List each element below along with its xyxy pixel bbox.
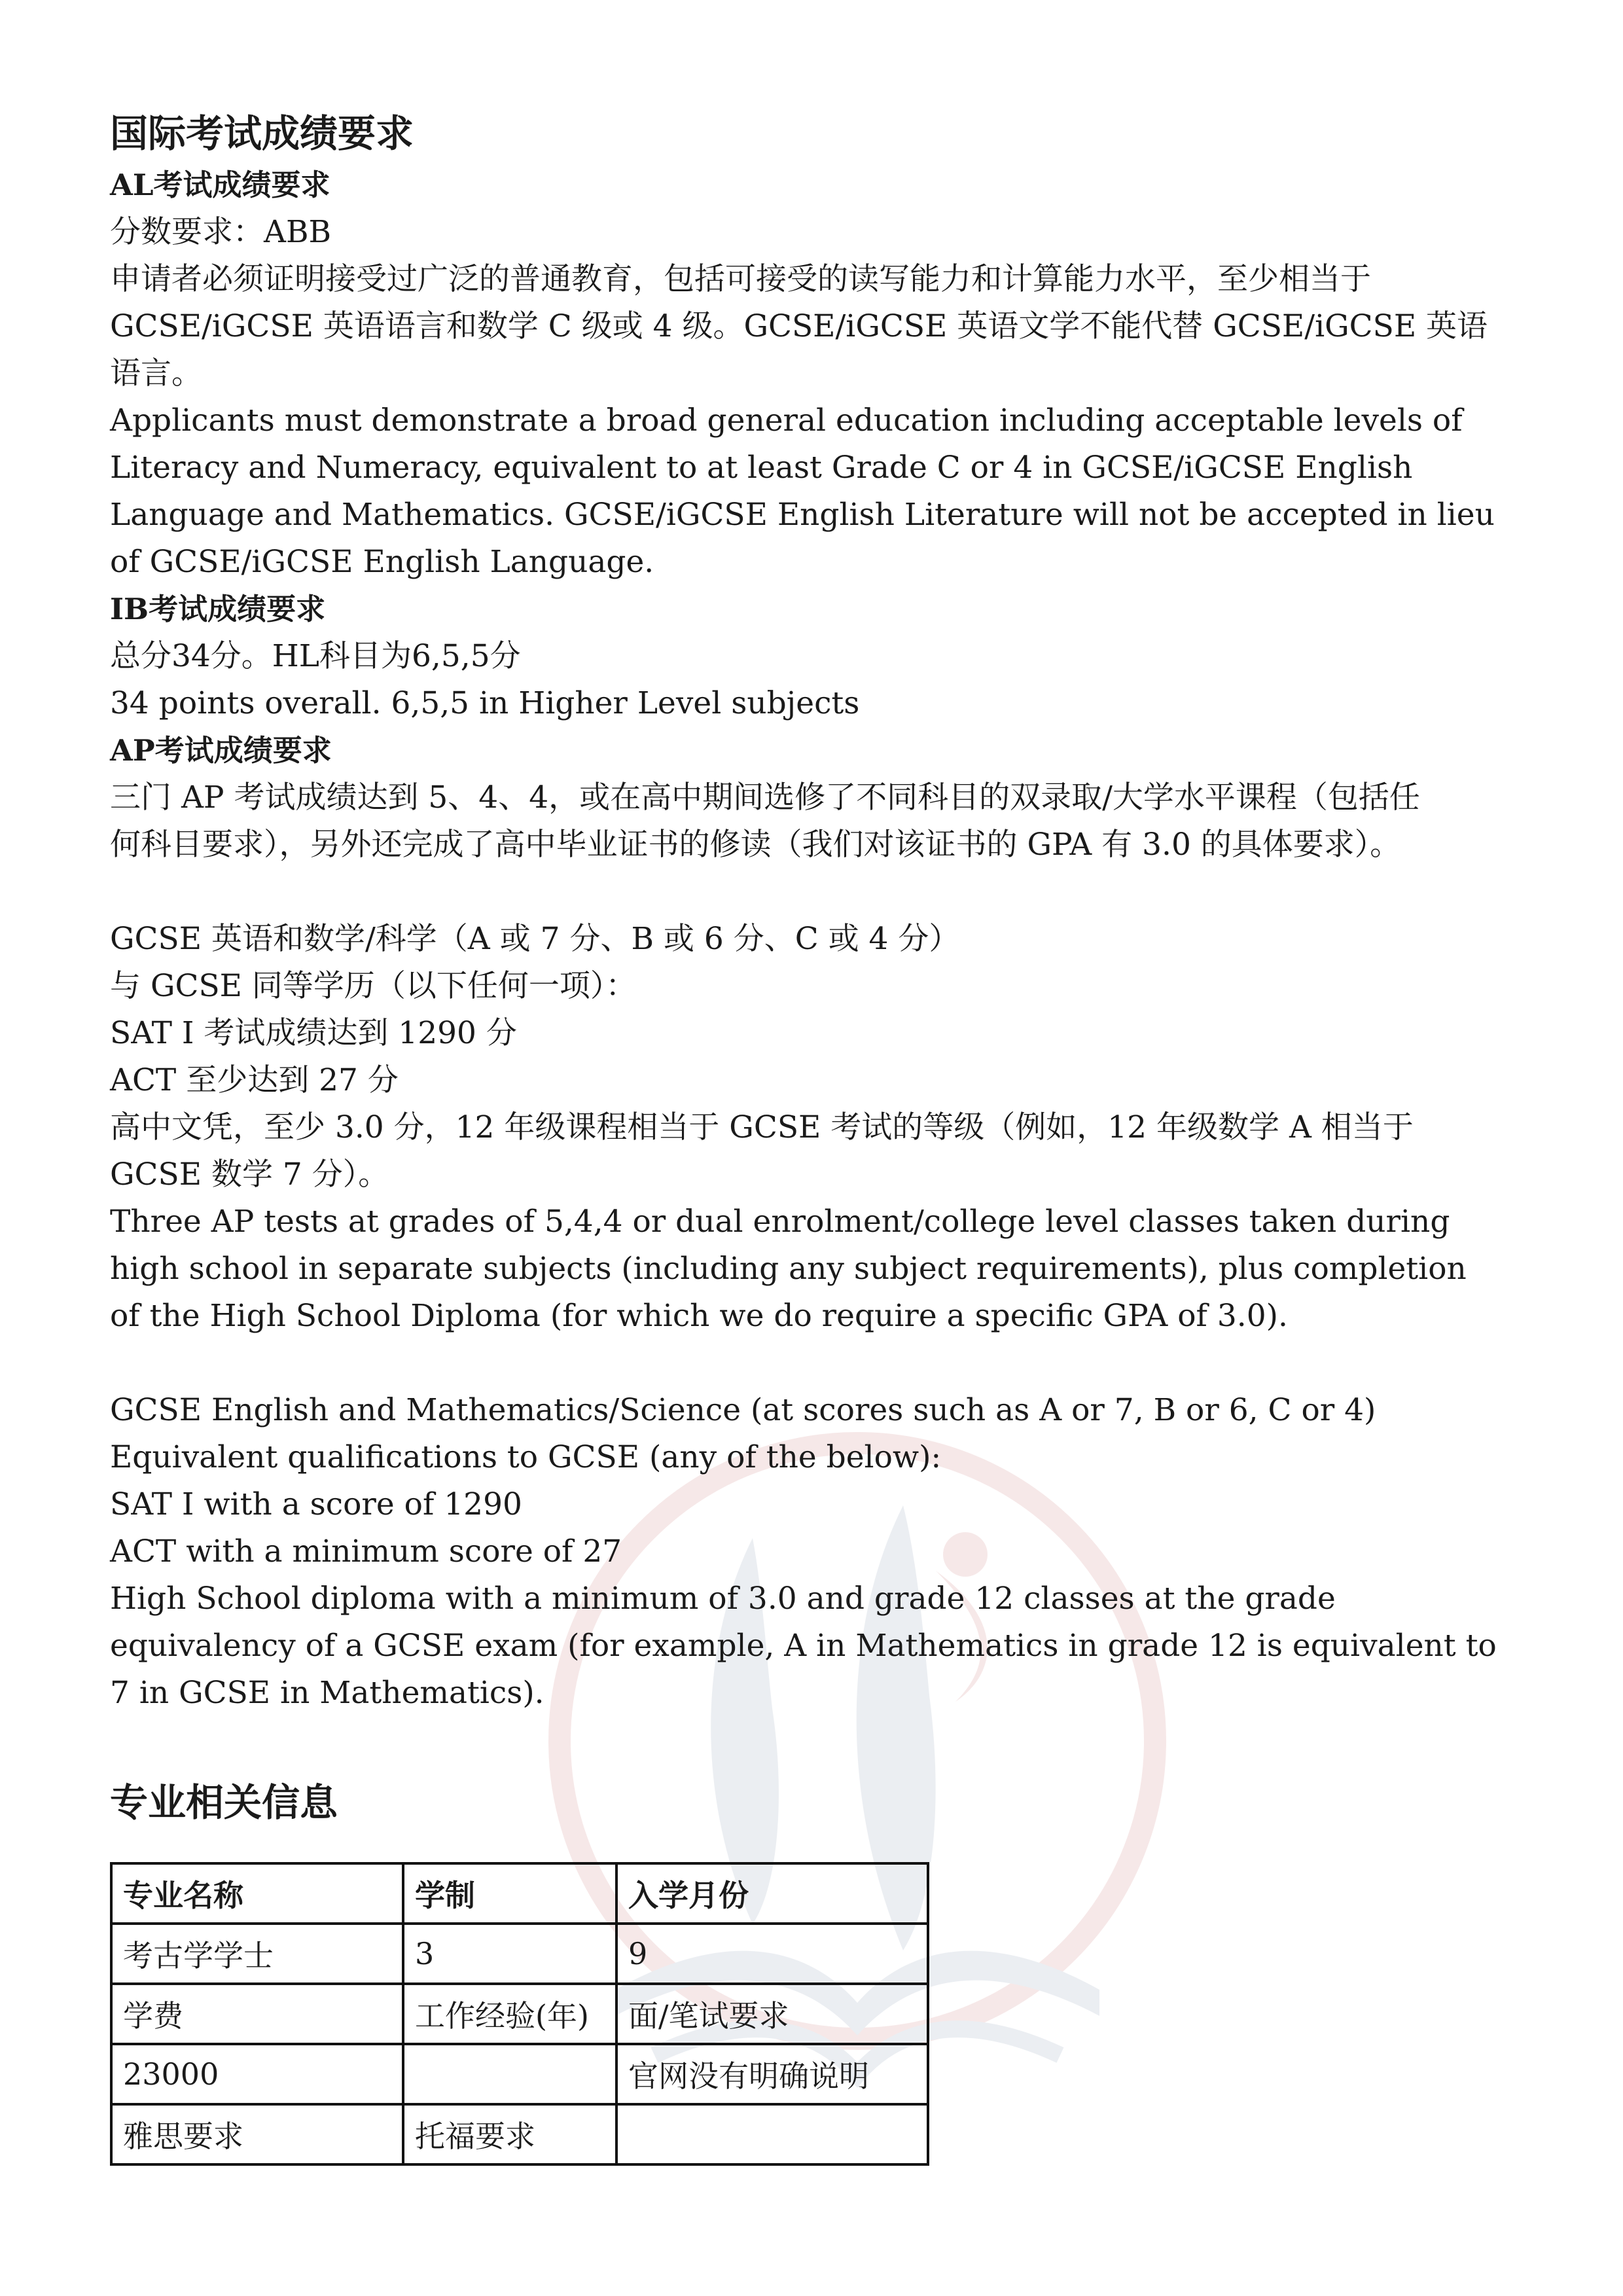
ap-line: 7 in GCSE in Mathematics). [110,1674,544,1711]
major-info-table [110,1862,929,2166]
al-line: 申请者必须证明接受过广泛的普通教育，包括可接受的读写能力和计算能力水平，至少相当于 [110,260,1371,297]
table-cell: 9 [616,1924,928,1984]
ap-line: equivalency of a GCSE exam (for example, A in Mathematics in grade 12 is equivalent to [110,1627,1497,1664]
al-line: 语言。 [110,355,202,391]
ap-line: high school in separate subjects (including any subject requirements), plus completion [110,1250,1467,1287]
ap-line: 何科目要求），另外还完成了高中毕业证书的修读（我们对该证书的 GPA 有 3.0 的具体要求）。 [110,826,1401,863]
al-line: GCSE/iGCSE 英语语言和数学 C 级或 4 级。GCSE/iGCSE 英语文学不能代替 GCSE/iGCSE 英语 [110,308,1488,344]
table-cell: 考古学学士 [111,1924,403,1984]
al-line: Literacy and Numeracy, equivalent to at least Grade C or 4 in GCSE/iGCSE English [110,449,1413,486]
ib-heading: IB考试成绩要求 [110,591,326,626]
paragraph-gap [110,1340,1517,1387]
ap-line: ACT 至少达到 27 分 [110,1062,399,1098]
section-title-international: 国际考试成绩要求 [110,111,414,156]
al-line: 分数要求：ABB [110,213,332,250]
ib-line: 总分34分。HL科目为6,5,5分 [110,637,521,674]
ap-line: SAT I 考试成绩达到 1290 分 [110,1014,517,1051]
ap-line: 与 GCSE 同等学历（以下任何一项）： [110,967,637,1004]
al-line: Language and Mathematics. GCSE/iGCSE English Literature will not be accepted in lieu [110,496,1495,533]
table-header-row [111,1863,928,1924]
table-cell: 面/笔试要求 [616,1984,928,2044]
ap-line: ACT with a minimum score of 27 [110,1533,622,1570]
table-row [111,1924,928,1984]
table-cell: 3 [403,1924,616,1984]
table-cell: 学费 [111,1984,403,2044]
table-cell: 官网没有明确说明 [616,2044,928,2104]
table-header-cell: 入学月份 [616,1863,928,1924]
ap-line: of the High School Diploma (for which we do require a specific GPA of 3.0). [110,1297,1288,1334]
ap-heading: AP考试成绩要求 [110,732,332,768]
al-line: of GCSE/iGCSE English Language. [110,543,654,580]
table-cell: 23000 [111,2044,403,2104]
table-row [111,2104,928,2164]
ap-line: SAT I with a score of 1290 [110,1486,522,1522]
table-header-cell: 专业名称 [111,1863,403,1924]
table-cell [403,2044,616,2104]
paragraph-gap [110,869,1517,916]
ap-line: 三门 AP 考试成绩达到 5、4、4，或在高中期间选修了不同科目的双录取/大学水平课程（包括任 [110,779,1420,816]
section-title-major: 专业相关信息 [110,1780,338,1825]
table-cell [616,2104,928,2164]
ap-line: High School diploma with a minimum of 3.0 and grade 12 classes at the grade [110,1580,1336,1617]
ap-line: GCSE 英语和数学/科学（A 或 7 分、B 或 6 分、C 或 4 分） [110,920,960,957]
table-cell: 托福要求 [403,2104,616,2164]
ib-line: 34 points overall. 6,5,5 in Higher Level subjects [110,685,860,721]
table-header-cell: 学制 [403,1863,616,1924]
al-heading: AL考试成绩要求 [110,167,330,202]
ap-line: GCSE English and Mathematics/Science (at scores such as A or 7, B or 6, C or 4) [110,1391,1376,1428]
table-cell: 工作经验(年) [403,1984,616,2044]
ap-line: Equivalent qualifications to GCSE (any of the below): [110,1439,942,1475]
table-cell: 雅思要求 [111,2104,403,2164]
al-line: Applicants must demonstrate a broad general education including acceptable levels of [110,402,1463,439]
international-requirements [110,110,1517,1717]
table-row [111,1984,928,2044]
ap-line: 高中文凭，至少 3.0 分，12 年级课程相当于 GCSE 考试的等级（例如，12 年级数学 A 相当于 [110,1109,1414,1145]
table-row [111,2044,928,2104]
ap-line: Three AP tests at grades of 5,4,4 or dual enrolment/college level classes taken during [110,1203,1450,1240]
ap-line: GCSE 数学 7 分）。 [110,1156,389,1193]
